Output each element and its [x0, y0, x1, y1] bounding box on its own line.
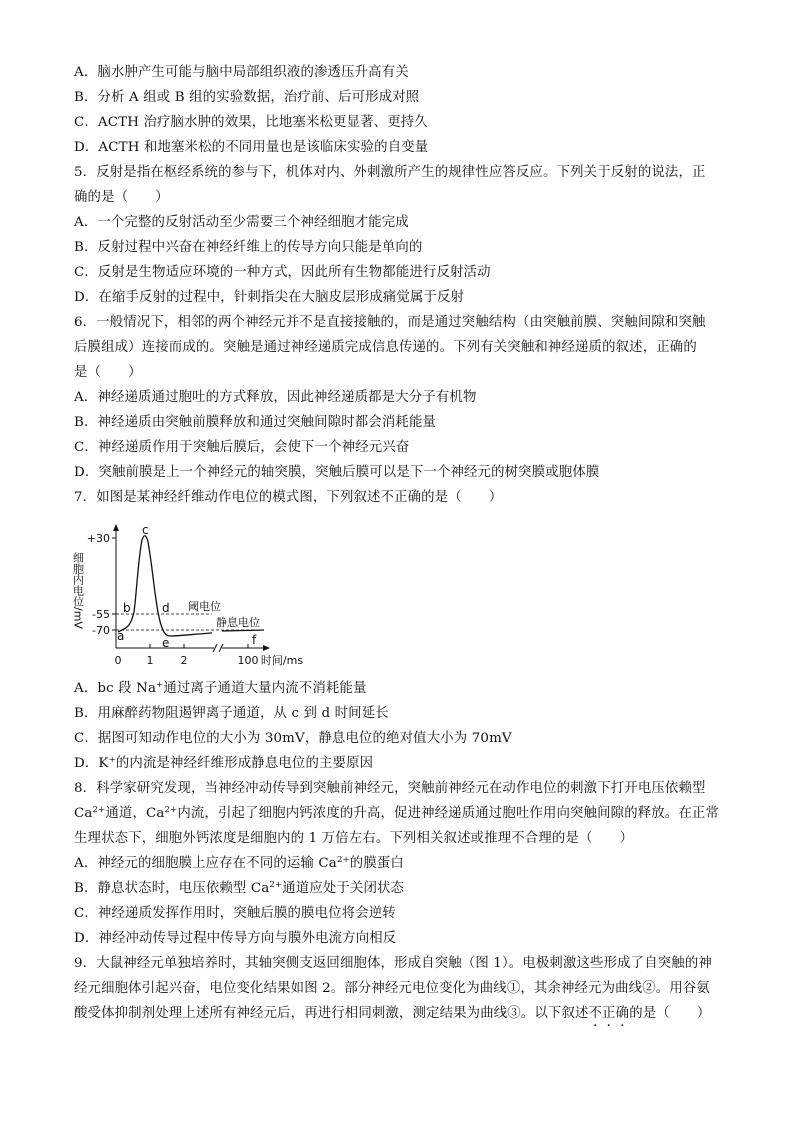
q8-option-b [74, 880, 724, 898]
q8-option-c: C．神经递质发挥作用时，突触后膜的膜电位将会逆转 [74, 906, 396, 921]
q8-stem-line3: 生理状态下，细胞外钙浓度是细胞内的 1 万倍左右。下列相关叙述或推理不合理的是（ ） [74, 831, 634, 846]
q8-stem-line2-sup1: 2+ [92, 805, 106, 815]
point-label-e: e [162, 636, 170, 650]
threshold-label: 阈电位 [188, 600, 221, 613]
q7-option-d [74, 755, 724, 773]
q6-stem-line3: 是（ ） [74, 365, 142, 380]
q5-stem-line2: 确的是（ ） [74, 190, 169, 205]
q7-option-a-sup: + [156, 680, 164, 690]
point-label-a: a [117, 629, 125, 643]
q6-stem-line2: 后膜组成）连接而成的。突触是通过神经递质完成信息传递的。下列有关突触和神经递质的叙述，正确的 [74, 340, 697, 355]
q8-option-a-pre: A．神经元的细胞膜上应存在不同的运输 Ca [74, 856, 337, 871]
q9-stem-line3 [74, 1005, 724, 1023]
y-tick-label-minus70: -70 [92, 624, 110, 637]
q5-option-d: D．在缩手反射的过程中，针刺指尖在大脑皮层形成痛觉属于反射 [74, 290, 465, 305]
q8-option-b-pre: B．静息状态时，电压依赖型 Ca [74, 881, 270, 896]
x-tick-label-100: 100 [237, 654, 259, 667]
q7-option-a-text-post: 通过离子通道大量内流不消耗能量 [163, 681, 367, 696]
point-label-b: b [123, 601, 131, 615]
q4-option-b: B．分析 A 组或 B 组的实验数据，治疗前、后可形成对照 [74, 90, 420, 105]
q9-stem-line1: 9．大鼠神经元单独培养时，其轴突侧支返回细胞体，形成自突触（图 1）。电极刺激这些形成了自突触的神 [74, 956, 712, 971]
q6-option-d: D．突触前膜是上一个神经元的轴突膜，突触后膜可以是下一个神经元的树突膜或胞体膜 [74, 465, 600, 480]
q7-stem: 7．如图是某神经纤维动作电位的模式图，下列叙述不正确的是（ ） [74, 490, 503, 505]
q8-option-a-sup: 2+ [336, 855, 350, 865]
y-axis-label: 细胞内电位/mV [71, 552, 85, 629]
q6-stem-line1: 6．一般情况下，相邻的两个神经元并不是直接接触的，而是通过突触结构（由突触前膜、突触间隙和突触 [74, 315, 706, 330]
q7-option-b: B．用麻醉药物阻遏钾离子通道，从 c 到 d 时间延长 [74, 706, 389, 721]
q9-stem-line3-b: 的是（ ） [629, 1006, 711, 1021]
q8-stem-line2-b: 通道，Ca [105, 806, 165, 821]
q8-option-a [74, 855, 724, 873]
q7-option-a-text-pre: A．bc 段 Na [74, 681, 157, 696]
y-tick-label-minus55: -55 [92, 608, 110, 621]
q7-option-d-sup: + [108, 755, 116, 765]
x-axis-label: 时间/ms [260, 654, 304, 667]
q8-stem-line2-c: 内流，引起了细胞内钙浓度的升高，促进神经递质通过胞吐作用向突触间隙的释放。在正常 [177, 806, 719, 821]
q7-option-a [74, 680, 724, 698]
point-label-d: d [162, 601, 170, 615]
resting-label: 静息电位 [216, 616, 260, 629]
q4-option-c: C．ACTH 治疗脑水肿的效果，比地塞米松更显著、更持久 [74, 115, 428, 130]
action-potential-graph [66, 520, 316, 670]
q6-option-a: A．神经递质通过胞吐的方式释放，因此神经递质都是大分子有机物 [74, 390, 477, 405]
action-potential-figure [66, 520, 316, 670]
q5-option-c: C．反射是生物适应环境的一种方式，因此所有生物都能进行反射活动 [74, 265, 491, 280]
q9-stem-line2: 经元细胞体引起兴奋，电位变化结果如图 2。部分神经元电位变化为曲线①，其余神经元为曲线②。用谷氨 [74, 981, 710, 996]
emphasis-char: 确 [615, 1006, 630, 1021]
point-label-c: c [142, 523, 149, 537]
q5-option-a: A．一个完整的反射活动至少需要三个神经细胞才能完成 [74, 215, 409, 230]
q4-option-a: A．脑水肿产生可能与脑中局部组织液的渗透压升高有关 [74, 65, 409, 80]
q7-option-c: C．据图可知动作电位的大小为 30mV，静息电位的绝对值大小为 70mV [74, 731, 512, 746]
x-axis-arrow [263, 645, 270, 651]
q8-stem-line1: 8．科学家研究发现，当神经冲动传导到突触前神经元，突触前神经元在动作电位的刺激下打开电压依赖型 [74, 781, 706, 796]
q6-option-c: C．神经递质作用于突触后膜后，会使下一个神经元兴奋 [74, 440, 410, 455]
q9-stem-line3-a: 酸受体抑制剂处理上述所有神经元后，再进行相同刺激，测定结果为曲线③。以下叙述 [74, 1006, 589, 1021]
q8-option-b-post: 通道应处于关闭状态 [282, 881, 405, 896]
point-label-f: f [252, 633, 257, 647]
y-axis-arrow [113, 524, 119, 531]
q8-stem-line2-sup2: 2+ [164, 805, 178, 815]
emphasis-char: 不 [588, 1006, 603, 1021]
q5-stem-line1: 5．反射是指在枢经系统的参与下，机体对内、外刺激所产生的规律性应答反应。下列关于反射的说法，正 [74, 165, 706, 180]
x-tick-label-2: 2 [180, 654, 188, 667]
q8-stem-line2 [74, 805, 724, 823]
q6-option-b: B．神经递质由突触前膜释放和通过突触间隙时都会消耗能量 [74, 415, 437, 430]
q8-option-d: D．神经冲动传导过程中传导方向与膜外电流方向相反 [74, 931, 397, 946]
x-tick-label-1: 1 [146, 654, 154, 667]
emphasis-char: 正 [602, 1006, 616, 1021]
q8-stem-line2-a: Ca [74, 806, 93, 821]
q8-option-a-post: 的膜蛋白 [349, 856, 404, 871]
q8-option-b-sup: 2+ [269, 880, 283, 890]
x-tick-label-0: 0 [114, 654, 122, 667]
q5-option-b: B．反射过程中兴奋在神经纤维上的传导方向只能是单向的 [74, 240, 423, 255]
y-tick-label-30: +30 [86, 532, 110, 545]
q7-option-d-text-pre: D．K [74, 756, 109, 771]
q7-option-d-text-post: 的内流是神经纤维形成静息电位的主要原因 [115, 756, 374, 771]
q4-option-d: D．ACTH 和地塞米松的不同用量也是该临床实验的自变量 [74, 140, 429, 155]
